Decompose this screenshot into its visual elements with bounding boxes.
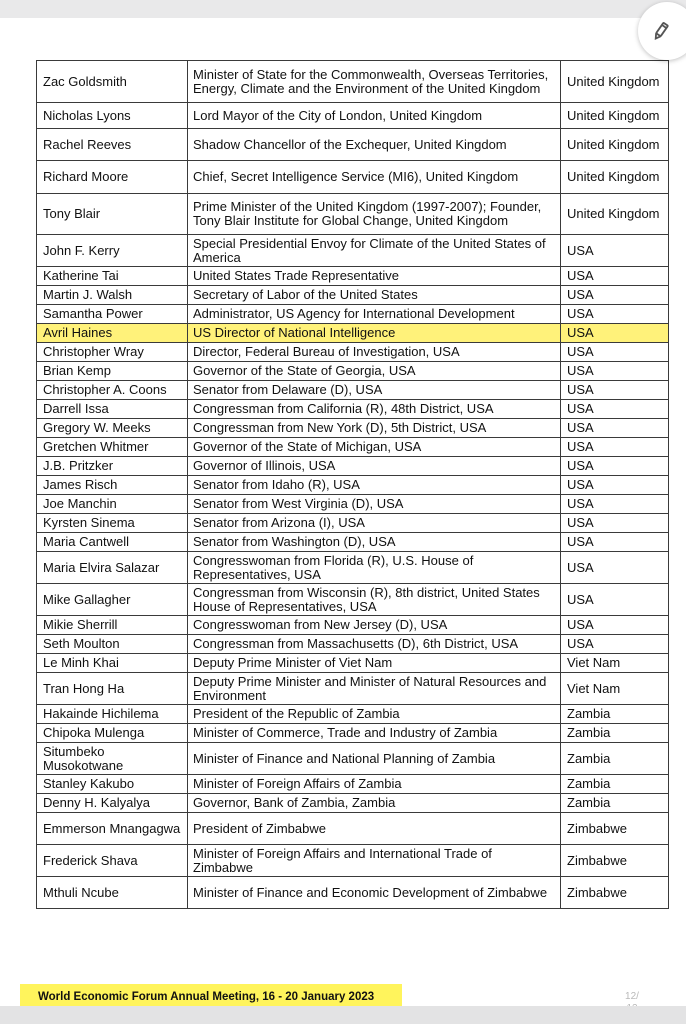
participant-name: Samantha Power [37,305,188,324]
participant-name: Kyrsten Sinema [37,514,188,533]
participant-role: Special Presidential Envoy for Climate of the United States of America [188,235,561,267]
table-row [37,267,669,286]
participant-name: John F. Kerry [37,235,188,267]
participant-name: Nicholas Lyons [37,103,188,129]
participant-country: USA [561,533,669,552]
participant-role: Deputy Prime Minister of Viet Nam [188,654,561,673]
table-row [37,129,669,161]
table-row [37,457,669,476]
table-row [37,476,669,495]
participant-country: USA [561,343,669,362]
participant-country: Zambia [561,794,669,813]
participant-role: Shadow Chancellor of the Exchequer, United Kingdom [188,129,561,161]
participant-role: Deputy Prime Minister and Minister of Natural Resources and Environment [188,673,561,705]
participant-name: Denny H. Kalyalya [37,794,188,813]
participant-name: Gretchen Whitmer [37,438,188,457]
participant-role: Minister of Finance and National Planning of Zambia [188,743,561,775]
participant-country: United Kingdom [561,103,669,129]
participant-country: USA [561,635,669,654]
table-row [37,194,669,235]
participant-country: USA [561,235,669,267]
participant-name: Mthuli Ncube [37,877,188,909]
participant-country: United Kingdom [561,129,669,161]
participant-name: Tran Hong Ha [37,673,188,705]
participant-role: US Director of National Intelligence [188,324,561,343]
footer-text: World Economic Forum Annual Meeting, 16 - 20 January 2023 [38,991,375,1003]
participant-role: Governor of the State of Georgia, USA [188,362,561,381]
participant-name: James Risch [37,476,188,495]
participant-name: Richard Moore [37,161,188,194]
participant-role: Congresswoman from New Jersey (D), USA [188,616,561,635]
participant-country: Zambia [561,743,669,775]
table-row [37,533,669,552]
participant-country: USA [561,552,669,584]
table-row [37,724,669,743]
participant-name: Katherine Tai [37,267,188,286]
participant-role: President of the Republic of Zambia [188,705,561,724]
table-row [37,775,669,794]
participant-name: Darrell Issa [37,400,188,419]
participant-country: Viet Nam [561,654,669,673]
participant-country: USA [561,476,669,495]
participant-country: USA [561,495,669,514]
participant-country: Zambia [561,705,669,724]
participant-name: Frederick Shava [37,845,188,877]
participant-role: Governor of the State of Michigan, USA [188,438,561,457]
participant-role: Senator from Idaho (R), USA [188,476,561,495]
participant-country: USA [561,616,669,635]
participant-role: Governor of Illinois, USA [188,457,561,476]
table-row [37,61,669,103]
participant-country: United Kingdom [561,194,669,235]
participant-name: Maria Cantwell [37,533,188,552]
participant-name: Le Minh Khai [37,654,188,673]
table-row [37,362,669,381]
table-row [37,305,669,324]
participant-role: Congressman from California (R), 48th District, USA [188,400,561,419]
pencil-icon [650,20,672,42]
participant-country: USA [561,457,669,476]
participant-country: USA [561,362,669,381]
participant-role: Lord Mayor of the City of London, United Kingdom [188,103,561,129]
participant-role: Congresswoman from Florida (R), U.S. House of Representatives, USA [188,552,561,584]
table-row [37,584,669,616]
participants-table [36,60,669,909]
participant-country: USA [561,419,669,438]
participant-country: Zambia [561,775,669,794]
table-row [37,235,669,267]
participant-name: Mikie Sherrill [37,616,188,635]
participant-role: President of Zimbabwe [188,813,561,845]
participant-role: Minister of Foreign Affairs of Zambia [188,775,561,794]
table-row [37,419,669,438]
participant-role: Chief, Secret Intelligence Service (MI6), United Kingdom [188,161,561,194]
participant-role: Minister of Commerce, Trade and Industry of Zambia [188,724,561,743]
table-row [37,743,669,775]
participant-role: Congressman from Wisconsin (R), 8th district, United States House of Representatives, USA [188,584,561,616]
participant-country: USA [561,286,669,305]
participant-name: Christopher Wray [37,343,188,362]
participant-role: Administrator, US Agency for International Development [188,305,561,324]
table-row [37,673,669,705]
table-row [37,552,669,584]
participant-role: Secretary of Labor of the United States [188,286,561,305]
participant-role: Senator from Delaware (D), USA [188,381,561,400]
table-row [37,877,669,909]
participant-name: Stanley Kakubo [37,775,188,794]
participant-name: Tony Blair [37,194,188,235]
participant-country: USA [561,381,669,400]
participant-role: United States Trade Representative [188,267,561,286]
document-page [0,18,686,1006]
participant-name: Seth Moulton [37,635,188,654]
participant-name: Zac Goldsmith [37,61,188,103]
participant-country: USA [561,324,669,343]
participant-name: Maria Elvira Salazar [37,552,188,584]
participant-name: Chipoka Mulenga [37,724,188,743]
participant-name: Joe Manchin [37,495,188,514]
table-row [37,514,669,533]
table-row [37,381,669,400]
participant-role: Senator from Arizona (I), USA [188,514,561,533]
participant-name: Avril Haines [37,324,188,343]
participant-name: Situmbeko Musokotwane [37,743,188,775]
participant-role: Minister of State for the Commonwealth, Overseas Territories, Energy, Climate and the Environment of the United Kingdom [188,61,561,103]
participant-name: Brian Kemp [37,362,188,381]
table-row [37,794,669,813]
page-number: 12/ [620,991,644,1015]
participant-country: Zimbabwe [561,845,669,877]
participant-country: Viet Nam [561,673,669,705]
participant-name: Christopher A. Coons [37,381,188,400]
participant-role: Senator from Washington (D), USA [188,533,561,552]
participant-country: USA [561,584,669,616]
participant-country: United Kingdom [561,61,669,103]
table-row [37,495,669,514]
participant-name: J.B. Pritzker [37,457,188,476]
participant-role: Minister of Finance and Economic Development of Zimbabwe [188,877,561,909]
participant-name: Hakainde Hichilema [37,705,188,724]
participant-role: Senator from West Virginia (D), USA [188,495,561,514]
table-row [37,654,669,673]
participant-country: USA [561,514,669,533]
participant-country: USA [561,400,669,419]
table-row [37,400,669,419]
participant-name: Martin J. Walsh [37,286,188,305]
participant-role: Director, Federal Bureau of Investigation, USA [188,343,561,362]
table-row [37,286,669,305]
table-row [37,813,669,845]
participant-country: Zimbabwe [561,813,669,845]
participant-country: Zimbabwe [561,877,669,909]
table-row [37,161,669,194]
table-row [37,705,669,724]
table-row [37,103,669,129]
table-row [37,845,669,877]
table-row [37,343,669,362]
table-row [37,324,669,343]
table-row [37,635,669,654]
participant-name: Gregory W. Meeks [37,419,188,438]
table-row [37,438,669,457]
participant-role: Minister of Foreign Affairs and International Trade of Zimbabwe [188,845,561,877]
participant-country: Zambia [561,724,669,743]
participant-country: USA [561,267,669,286]
participant-name: Mike Gallagher [37,584,188,616]
participant-country: United Kingdom [561,161,669,194]
participant-name: Rachel Reeves [37,129,188,161]
viewer-bottom-bar [0,1006,686,1024]
table-row [37,616,669,635]
participant-role: Congressman from New York (D), 5th District, USA [188,419,561,438]
participant-name: Emmerson Mnangagwa [37,813,188,845]
participants-table-body [37,61,669,909]
participant-role: Congressman from Massachusetts (D), 6th District, USA [188,635,561,654]
participant-role: Prime Minister of the United Kingdom (1997-2007); Founder, Tony Blair Institute for Global Change, United Kingdom [188,194,561,235]
page-number-current: 12 [625,991,637,1002]
participant-country: USA [561,305,669,324]
participant-role: Governor, Bank of Zambia, Zambia [188,794,561,813]
participant-country: USA [561,438,669,457]
